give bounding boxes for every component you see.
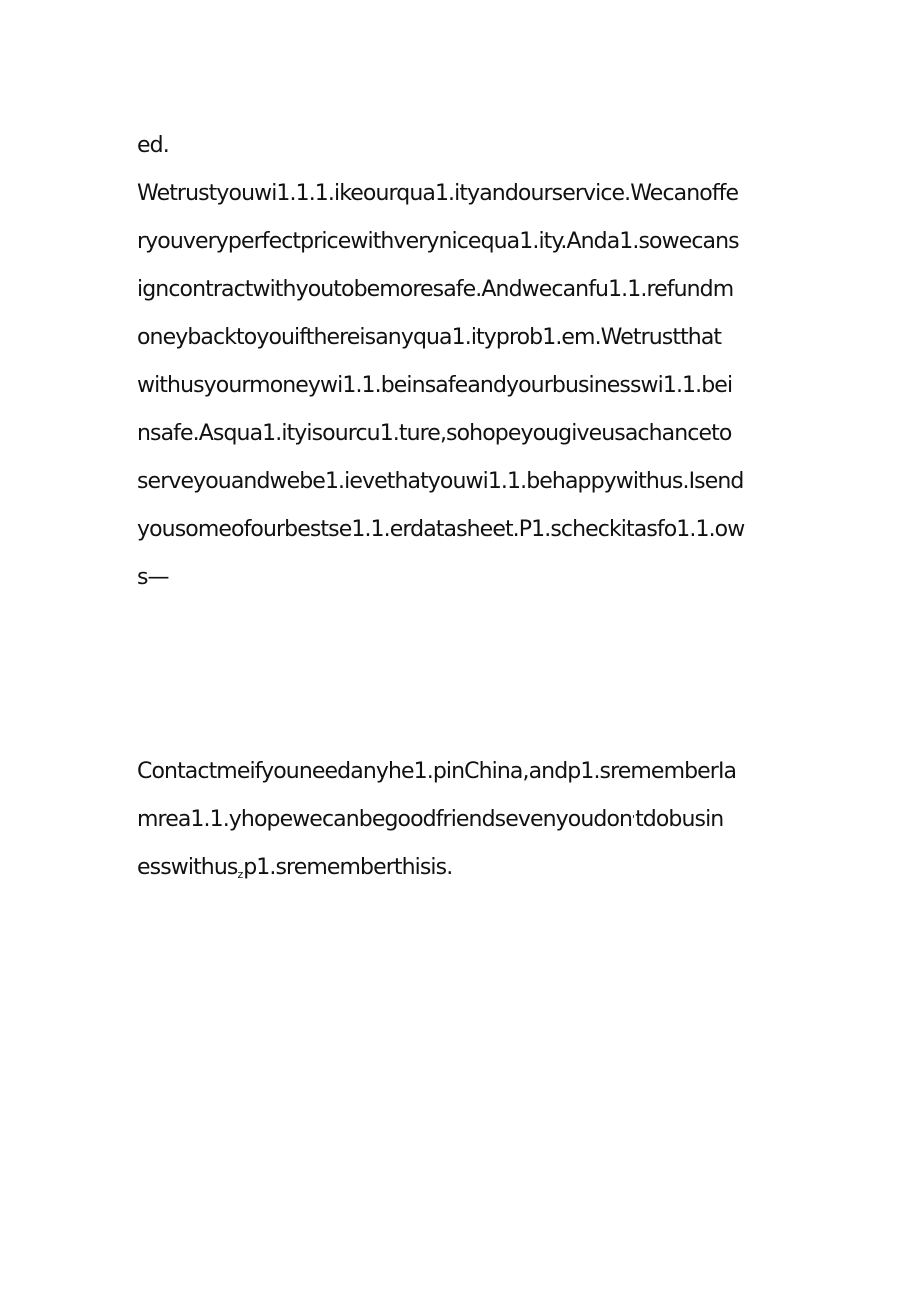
text-line xyxy=(137,807,723,833)
text-line: oneybacktoyouifthereisanyqua1.ityprob1.em.Wetrustthat xyxy=(137,325,722,350)
text-line: ed. xyxy=(137,133,169,158)
text-line: yousomeofourbestse1.1.erdatasheet.P1.scheckitasfo1.1.ow xyxy=(137,517,745,542)
text-line xyxy=(137,855,452,888)
text-line: withusyourmoneywi1.1.beinsafeandyourbusinesswi1.1.bei xyxy=(137,373,733,398)
apostrophe-mark: ' xyxy=(632,813,636,826)
text-line: serveyouandwebe1.ievethatyouwi1.1.behappywithus.Isend xyxy=(137,469,744,494)
subscript-mark: z xyxy=(237,868,244,881)
text-line: Wetrustyouwi1.1.1.ikeourqua1.ityandourservice.Wecanoffe xyxy=(137,181,739,206)
text-line: nsafe.Asqua1.ityisourcu1.ture,sohopeyougiveusachanceto xyxy=(137,421,732,446)
text-line: igncontractwithyoutobemoresafe.Andwecanfu1.1.refundm xyxy=(137,277,734,302)
text-line: Contactmeifyouneedanyhe1.pinChina,andp1.srememberIa xyxy=(137,759,737,784)
text-line: s— xyxy=(137,565,169,590)
text-segment: p1.srememberthisis. xyxy=(243,855,453,880)
text-segment: esswithus xyxy=(137,855,238,880)
text-line: ryouveryperfectpricewithverynicequa1.ity.Anda1.sowecans xyxy=(137,229,739,254)
text-segment: tdobusin xyxy=(635,807,724,832)
text-segment: mrea1.1.yhopewecanbegoodfriendsevenyoudon xyxy=(137,807,633,832)
